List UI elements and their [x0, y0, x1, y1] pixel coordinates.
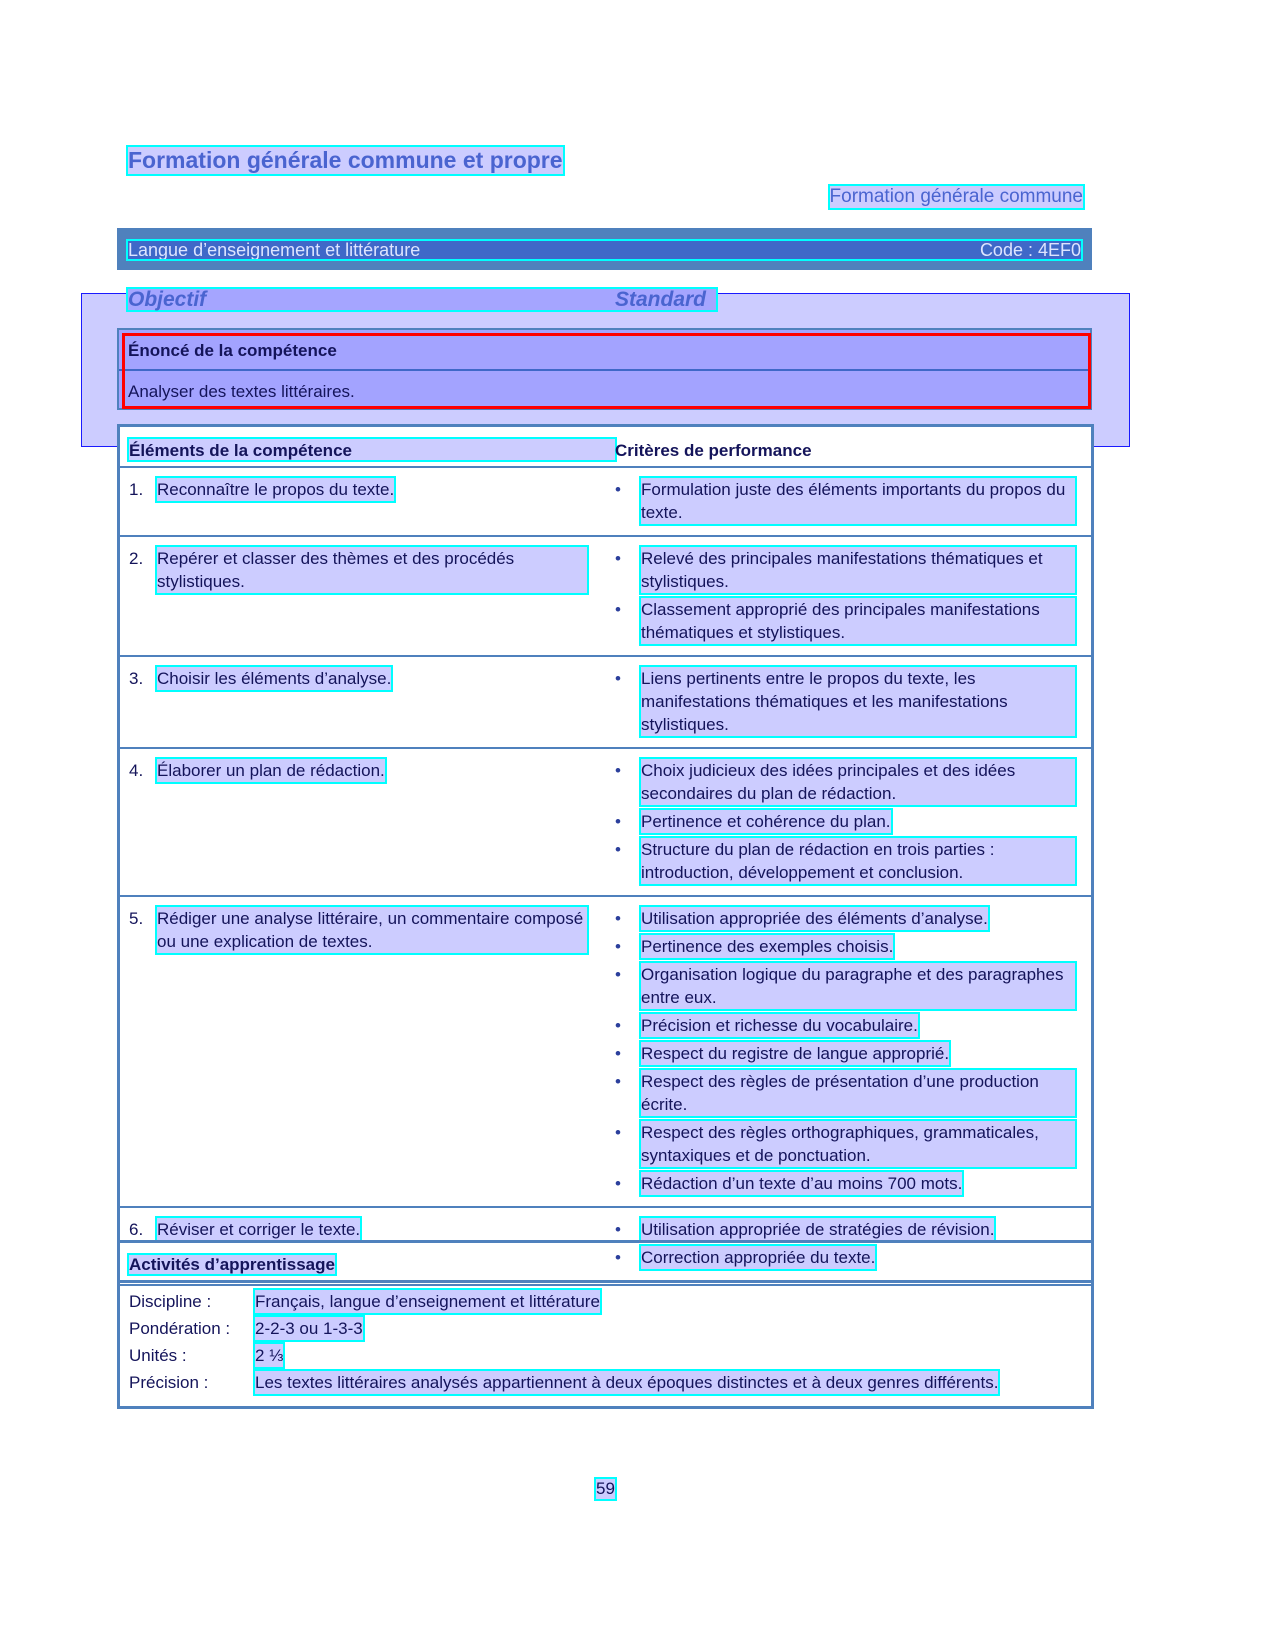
bullet-icon: •	[615, 1220, 621, 1239]
bullet-icon: •	[615, 909, 621, 928]
competence-heading: Énoncé de la compétence	[128, 341, 337, 360]
activity-value: Les textes littéraires analysés appartiennent à deux époques distinctes et à deux genres différents.	[255, 1373, 999, 1392]
bullet-icon: •	[615, 1044, 621, 1063]
criterion: • Structure du plan de rédaction en trois parties : introduction, développement et conclusion.	[615, 838, 1075, 884]
activity-label: Pondération :	[129, 1319, 231, 1338]
table-row	[120, 747, 1091, 895]
bullet-icon: •	[615, 965, 621, 984]
activity-value: 2 ⅓	[255, 1346, 284, 1365]
table-row	[120, 466, 1091, 535]
criterion: • Utilisation appropriée des éléments d’analyse.	[615, 909, 988, 928]
page-title: Formation générale commune et propre	[128, 147, 563, 173]
table-row	[120, 535, 1091, 655]
table-row	[120, 655, 1091, 747]
activity-label: Précision :	[129, 1373, 209, 1392]
standard-label: Standard	[615, 288, 707, 311]
criterion: • Choix judicieux des idées principales et des idées secondaires du plan de rédaction.	[615, 759, 1075, 805]
criterion: • Organisation logique du paragraphe et des paragraphes entre eux.	[615, 963, 1075, 1009]
criterion: • Liens pertinents entre le propos du texte, les manifestations thématiques et les manifestations stylistiques.	[615, 667, 1075, 736]
bullet-icon: •	[615, 600, 621, 619]
course-subject: Langue d’enseignement et littérature	[128, 240, 421, 260]
criterion: • Respect des règles de présentation d’une production écrite.	[615, 1070, 1075, 1116]
criterion: • Formulation juste des éléments importants du propos du texte.	[615, 478, 1075, 524]
criterion: • Rédaction d’un texte d’au moins 700 mots.	[615, 1174, 963, 1193]
activity-line	[129, 1371, 1082, 1394]
bullet-icon: •	[615, 549, 621, 568]
column-header-elements: Éléments de la compétence	[129, 439, 615, 460]
activity-value: Français, langue d’enseignement et littérature	[255, 1292, 600, 1311]
activity-label: Unités :	[129, 1346, 187, 1365]
page-subtitle: Formation générale commune	[829, 186, 1083, 207]
criterion: • Classement approprié des principales manifestations thématiques et stylistiques.	[615, 598, 1075, 644]
criterion: • Pertinence des exemples choisis.	[615, 937, 894, 956]
competence-element: 3. Choisir les éléments d’analyse.	[129, 669, 392, 688]
bullet-icon: •	[615, 812, 621, 831]
criterion: • Précision et richesse du vocabulaire.	[615, 1016, 918, 1035]
highlight-box	[122, 333, 1091, 409]
bullet-icon: •	[615, 669, 621, 688]
table-header	[120, 427, 1091, 466]
competence-element: 6. Réviser et corriger le texte.	[129, 1220, 361, 1239]
bullet-icon: •	[615, 1248, 621, 1267]
competence-table	[117, 424, 1094, 1283]
course-header-bar	[117, 228, 1092, 270]
bullet-icon: •	[615, 480, 621, 499]
bullet-icon: •	[615, 840, 621, 859]
competence-element: 2. Repérer et classer des thèmes et des procédés stylistiques.	[129, 547, 615, 593]
criterion: • Relevé des principales manifestations thématiques et stylistiques.	[615, 547, 1075, 593]
bullet-icon: •	[615, 1072, 621, 1091]
activity-line	[129, 1344, 1082, 1367]
criterion: • Respect du registre de langue approprié.	[615, 1044, 950, 1063]
bullet-icon: •	[615, 761, 621, 780]
competence-element: 4. Élaborer un plan de rédaction.	[129, 761, 385, 780]
bullet-icon: •	[615, 937, 621, 956]
objective-standard-heading	[128, 289, 716, 310]
column-header-criteria: Critères de performance	[615, 441, 812, 460]
page-number: 59	[596, 1479, 615, 1498]
competence-element: 5. Rédiger une analyse littéraire, un commentaire composé ou une explication de textes.	[129, 907, 615, 953]
course-code: Code : 4EF0	[979, 240, 1081, 260]
competence-statement: Analyser des textes littéraires.	[119, 369, 1090, 408]
competence-element: 1. Reconnaître le propos du texte.	[129, 480, 395, 499]
activities-heading: Activités d’apprentissage	[129, 1255, 335, 1274]
activities-box	[117, 1240, 1094, 1409]
table-row	[120, 895, 1091, 1206]
criterion: • Respect des règles orthographiques, grammaticales, syntaxiques et de ponctuation.	[615, 1121, 1075, 1167]
activity-line	[129, 1290, 1082, 1313]
bullet-icon: •	[615, 1016, 621, 1035]
criterion: • Pertinence et cohérence du plan.	[615, 812, 891, 831]
objective-label: Objectif	[128, 288, 207, 311]
activity-label: Discipline :	[129, 1292, 212, 1311]
criterion: • Utilisation appropriée de stratégies de révision.	[615, 1220, 995, 1239]
bullet-icon: •	[615, 1123, 621, 1142]
bullet-icon: •	[615, 1174, 621, 1193]
activity-line	[129, 1317, 1082, 1340]
criterion: • Correction appropriée du texte.	[615, 1248, 876, 1267]
activity-value: 2-2-3 ou 1-3-3	[255, 1319, 363, 1338]
